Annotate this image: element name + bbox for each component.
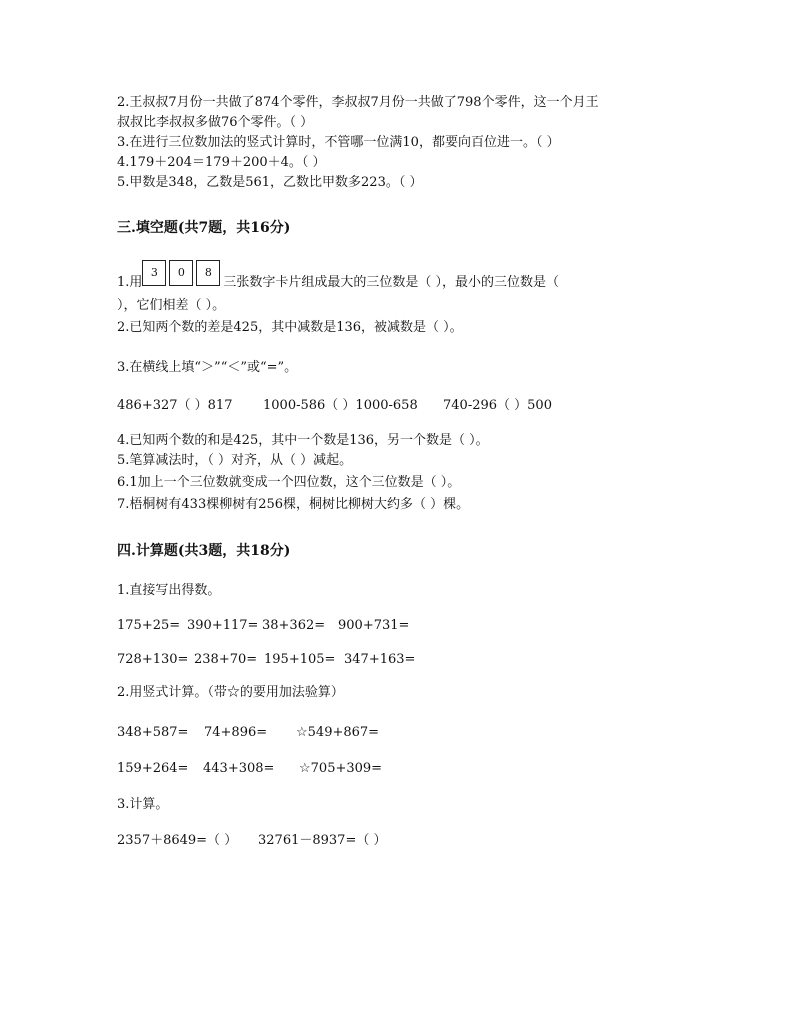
calc-item: ☆549+867= (296, 725, 380, 740)
calc-q2: 2.用竖式计算。（带☆的要用加法验算） (117, 685, 344, 700)
fill-q1-line2: ），它们相差（ ）。 (117, 298, 226, 313)
judge-q2-line1: 2.王叔叔7月份一共做了874个零件，李叔叔7月份一共做了798个零件，这一个月王 (117, 95, 599, 110)
calc-item: 175+25= (117, 618, 181, 633)
calc-item: 347+163= (344, 652, 416, 667)
calc-item: 238+70= (194, 652, 258, 667)
calc-item: 900+731= (338, 618, 410, 633)
calc-q2-row1 (117, 724, 379, 742)
fill-q1-line1 (117, 266, 559, 292)
fill-q1-suffix: 三张数字卡片组成最大的三位数是（ ），最小的三位数是（ (223, 275, 560, 290)
fill-q1-prefix: 1.用 (117, 275, 143, 290)
fill-q5: 5.笔算减法时，（ ）对齐，从（ ）减起。 (117, 453, 353, 468)
judge-q4: 4.179＋204＝179＋200＋4。（ ） (117, 155, 326, 170)
compare-item: 486+327（ ）817 (117, 398, 233, 413)
calc-item: 32761－8937=（ ） (258, 833, 387, 848)
calc-item: 2357＋8649=（ ） (117, 833, 238, 848)
calc-item: 443+308= (203, 761, 275, 776)
compare-item: 740-296（ ）500 (443, 398, 552, 413)
section4-title: 四.计算题(共3题，共18分) (117, 543, 291, 559)
calc-item: 38+362= (262, 618, 326, 633)
calc-q3-items (117, 832, 386, 850)
fill-q3-items (117, 397, 552, 415)
judge-q3: 3.在进行三位数加法的竖式计算时，不管哪一位满10，都要向百位进一。（ ） (117, 135, 560, 150)
fill-q3: 3.在横线上填“＞”“＜”或“=”。 (117, 360, 298, 375)
judge-q2-line2: 叔叔比李叔叔多做76个零件。（ ） (117, 115, 314, 130)
calc-q1-row1 (117, 617, 409, 635)
section3-title: 三.填空题(共7题，共16分) (117, 220, 291, 236)
calc-q3: 3.计算。 (117, 797, 169, 812)
number-card: 3 (142, 260, 166, 286)
fill-q2: 2.已知两个数的差是425，其中减数是136，被减数是（ ）。 (117, 320, 463, 335)
calc-q1: 1.直接写出得数。 (117, 583, 221, 598)
calc-item: 195+105= (264, 652, 336, 667)
calc-item: 74+896= (204, 725, 268, 740)
number-card: 0 (169, 260, 193, 286)
calc-q2-row2 (117, 760, 382, 778)
calc-item: 348+587= (117, 725, 189, 740)
calc-item: 390+117= (187, 618, 259, 633)
calc-item: 159+264= (117, 761, 189, 776)
calc-q1-row2 (117, 651, 415, 669)
calc-item: 728+130= (117, 652, 189, 667)
number-card: 8 (196, 260, 220, 286)
judge-q5: 5.甲数是348，乙数是561，乙数比甲数多223。（ ） (117, 175, 423, 190)
fill-q7: 7.梧桐树有433棵柳树有256棵，桐树比柳树大约多（ ）棵。 (117, 497, 470, 512)
compare-item: 1000-586（ ）1000-658 (263, 398, 418, 413)
fill-q6: 6.1加上一个三位数就变成一个四位数，这个三位数是（ ）。 (117, 475, 461, 490)
calc-item: ☆705+309= (299, 761, 383, 776)
fill-q4: 4.已知两个数的和是425，其中一个数是136，另一个数是（ ）。 (117, 433, 489, 448)
